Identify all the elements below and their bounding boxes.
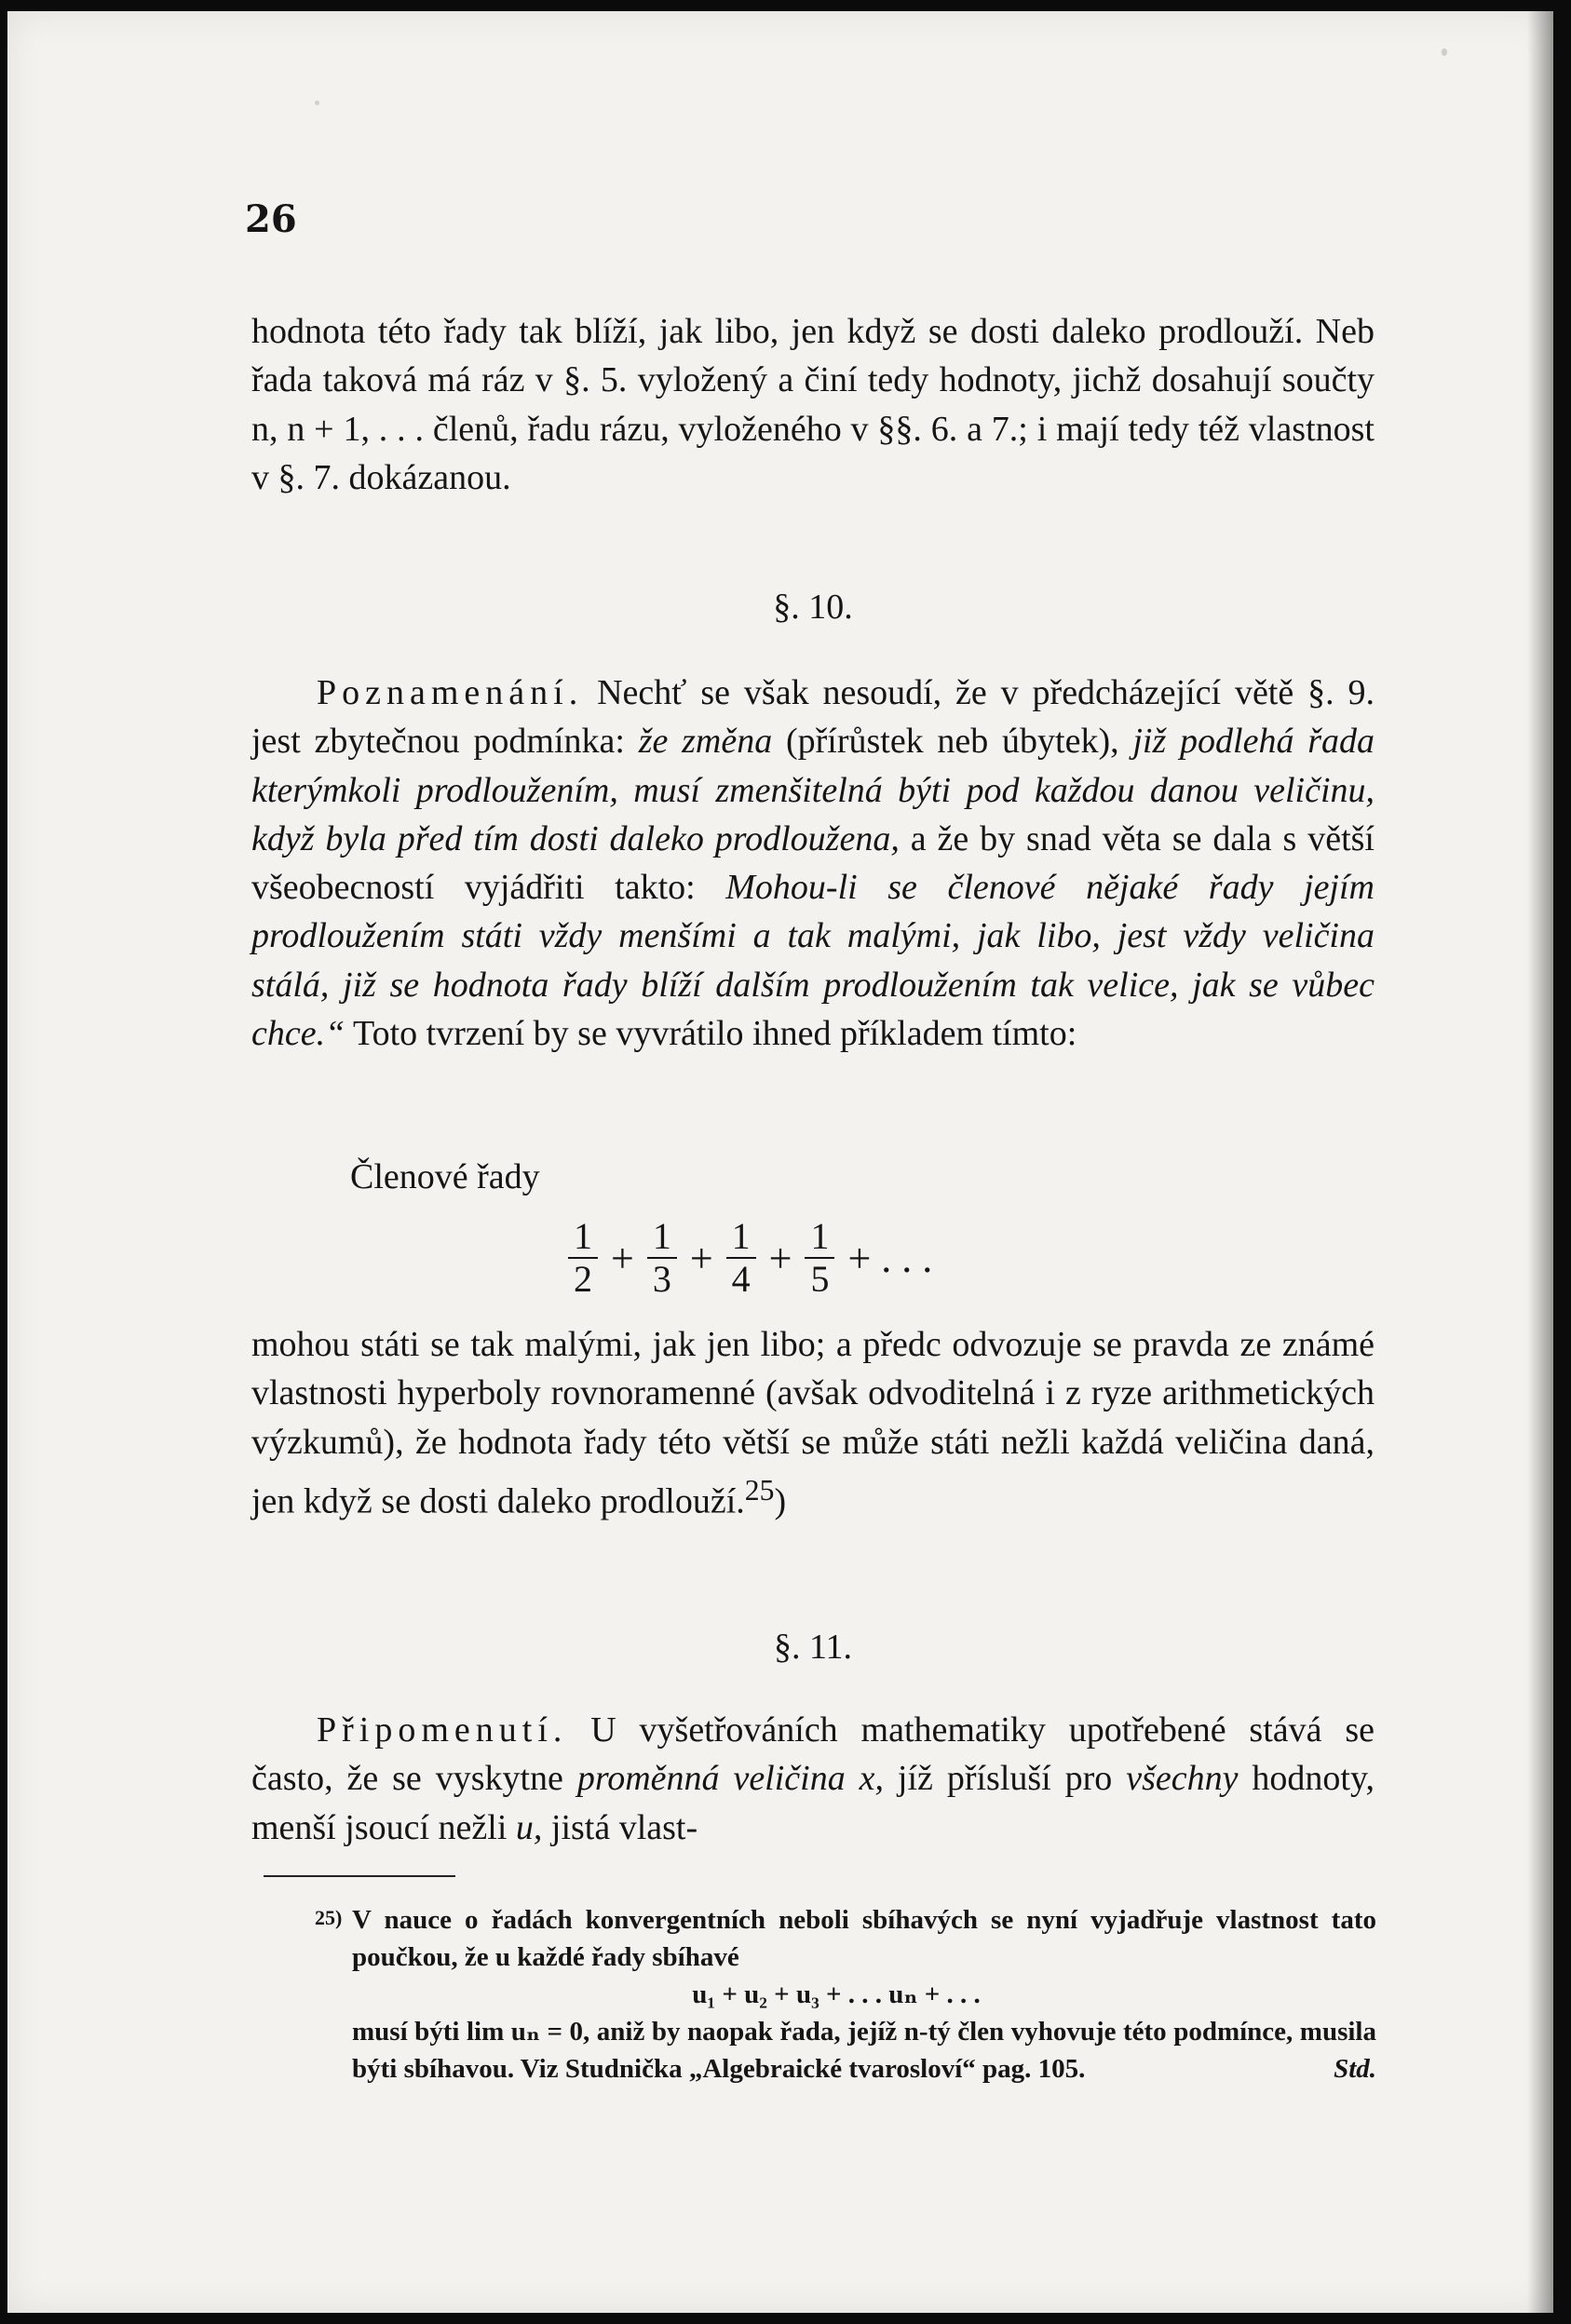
section-10-conclusion [251,1320,1375,1526]
page-edge-shadow [1527,11,1553,2313]
text-run: a že by snad věta se dala s větší všeobecností vyjádřiti takto: [251,818,1375,908]
footnote-formula: u₁ + u₂ + u₃ + . . . uₙ + . . . [692,1979,981,2009]
footnote-separator [264,1875,455,1877]
italic-run: že změna [638,722,773,762]
fraction [647,1216,677,1300]
italic-run: proměnná veličina x, [576,1759,885,1799]
paper-speck [1442,48,1447,56]
numerator: 1 [647,1216,677,1259]
text-run: Toto tvrzení by se vyvrátilo ihned příkladem tímto: [345,1014,1077,1054]
text-run: mohou státi se tak malými, jak jen libo; a předc odvozuje se pravda ze známé vlastnosti hyperboly rovnoramenné (avšak odvoditelná i z ryze arithmetických výzkumů), že hodnota řady této větší se může státi nežli každá veličina daná, jen když se dosti daleko prodlouží. [251,1325,1375,1521]
numerator: 1 [805,1216,834,1259]
footnote-reference: 25 [744,1473,775,1507]
footnote-reference-close: ) [774,1481,787,1521]
denominator: 3 [652,1258,671,1300]
footnote-marker: 25) [315,1906,343,1929]
text-run: (přírůstek neb úbytek), [772,722,1133,762]
denominator: 5 [810,1258,830,1300]
italic-run: u, [515,1807,543,1847]
page-number: 26 [245,197,297,241]
footnote-25 [315,1901,1376,2088]
italic-run: již podlehá řada kterýmkoli prodloužením, musí zmenšitelná býti pod každou danou veličinu, když byla před tím dosti daleko prodloužena, [251,722,1375,858]
section-heading-10: §. 10. [773,588,853,627]
footnote-line-1: V nauce o řadách konvergentních neboli sbíhavých se nyní vyjadřuje vlastnost tato poučkou, že u každé řady sbíhavé [352,1905,1376,1972]
paragraph-continuation: hodnota této řady tak blíží, jak libo, jen když se dosti daleko prodlouží. Neb řada taková má ráz v §. 5. vyložený a činí tedy hodnoty, jichž dosahují součty n, n + 1, . . . členů, řadu rázu, vyloženého v §§. 6. a 7.; i mají tedy též vlastnost v §. 7. dokázanou. [251,312,1375,497]
plus-sign: + [611,1235,634,1281]
fraction [726,1216,756,1300]
book-page [7,11,1553,2313]
italic-run: Mohou-li se členové nějaké řady jejím prodloužením státi vždy menšími a tak malými, jak libo, jest vždy veličina stálá, již se hodnota řady blíží dalším prodloužením tak velice, jak se vůbec chce.“ [251,868,1375,1054]
section-11-paragraph [251,1706,1375,1852]
plus-sign: + [689,1235,713,1281]
series-label: Členové řady [350,1157,540,1196]
denominator: 2 [574,1258,592,1300]
plus-sign: + [768,1235,792,1281]
section-heading-11: §. 11. [773,1628,853,1667]
italic-run: všechny [1126,1759,1239,1799]
numerator: 1 [568,1216,598,1259]
denominator: 4 [731,1258,751,1300]
text-run: jistá vlast- [542,1807,698,1847]
text-run: Nechť se však nesoudí, že v předcházející větě §. 9. jest zbytečnou podmínka: [251,673,1375,762]
section-10-paragraph [251,669,1375,1058]
series-ellipsis: + . . . [847,1235,933,1281]
text-run: jíž přísluší pro [884,1759,1127,1799]
harmonic-series-formula [564,1216,941,1300]
fraction [805,1216,834,1300]
section-10-lead: Poznamenání. [317,673,584,712]
text-run: U vyšetřováních mathematiky upotřebené stává se často, že se vyskytne [251,1710,1375,1799]
footnote-signature: Std. [1334,2054,1376,2084]
footnote-text: musí býti lim uₙ = 0, aniž by naopak řada, jejíž n-tý člen vyhovuje této podmínce, musila býti sbíhavou. Viz Studnička „Algebraické tvarosloví“ pag. 105. [352,2017,1376,2084]
footnote-line-2 [352,2013,1376,2088]
paper-speck [315,101,319,105]
section-11-lead: Připomenutí. [317,1710,568,1750]
numerator: 1 [726,1216,756,1259]
fraction [568,1216,598,1300]
text-run: hodnoty, menší jsoucí nežli [251,1759,1375,1847]
